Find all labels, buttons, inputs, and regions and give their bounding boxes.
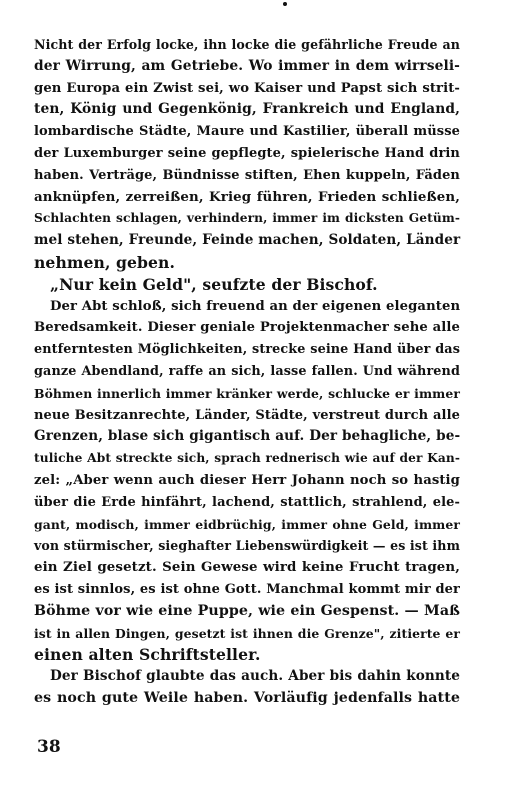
text-line: Böhme vor wie eine Puppe, wie ein Gespenst. — Maß <box>34 602 460 619</box>
printer-mark <box>283 2 287 6</box>
text-line: Nicht der Erfolg locke, ihn locke die gefährliche Freude an <box>34 37 460 52</box>
text-line: der Luxemburger seine gepflegte, spielerische Hand drin <box>34 145 460 161</box>
text-line: ein Ziel gesetzt. Sein Gewese wird keine Frucht tragen, <box>34 559 460 576</box>
text-line: über die Erde hinfährt, lachend, stattlich, strahlend, ele- <box>34 494 460 510</box>
text-line: haben. Verträge, Bündnisse stiften, Ehen kuppeln, Fäden <box>34 167 460 183</box>
text-line: gen Europa ein Zwist sei, wo Kaiser und Papst sich strit- <box>34 80 460 96</box>
text-line: Schlachten schlagen, verhindern, immer im dicksten Getüm- <box>34 211 460 226</box>
text-line: von stürmischer, sieghafter Liebenswürdigkeit — es ist ihm <box>34 538 460 554</box>
text-line: Der Abt schloß, sich freuend an der eigenen eleganten <box>50 298 461 314</box>
text-line: zel: „Aber wenn auch dieser Herr Johann noch so hastig <box>34 472 460 488</box>
text-line: Beredsamkeit. Dieser geniale Projektenmacher sehe alle <box>34 320 460 336</box>
text-line: gant, modisch, immer eidbrüchig, immer ohne Geld, immer <box>34 516 460 532</box>
text-line: nehmen, geben. <box>34 252 176 272</box>
text-line: Der Bischof glaubte das auch. Aber bis dahin konnte <box>50 668 460 685</box>
text-line: es ist sinnlos, es ist ohne Gott. Manchmal kommt mir der <box>34 581 460 597</box>
page-number: 38 <box>37 737 61 757</box>
text-line: Grenzen, blase sich gigantisch auf. Der behagliche, be- <box>34 428 461 445</box>
text-line: tuliche Abt streckte sich, sprach rednerisch wie auf der Kan- <box>34 451 460 466</box>
body-text <box>34 34 460 710</box>
text-line: ganze Abendland, raffe an sich, lasse fallen. Und während <box>34 363 460 379</box>
text-line: es noch gute Weile haben. Vorläufig jedenfalls hatte <box>34 689 460 706</box>
text-line: ist in allen Dingen, gesetzt ist ihnen die Grenze", zitierte er <box>34 625 460 641</box>
text-line: entferntesten Möglichkeiten, strecke seine Hand über das <box>34 342 460 358</box>
text-line: mel stehen, Freunde, Feinde machen, Soldaten, Länder <box>34 232 461 249</box>
text-line: einen alten Schriftsteller. <box>34 645 261 665</box>
text-line: lombardische Städte, Maure und Kastilier, überall müsse <box>34 124 460 140</box>
text-line: „Nur kein Geld", seufzte der Bischof. <box>50 274 378 294</box>
text-line: Böhmen innerlich immer kränker werde, schlucke er immer <box>34 385 460 401</box>
text-line: neue Besitzanrechte, Länder, Städte, verstreut durch alle <box>34 407 460 423</box>
text-line: ten, König und Gegenkönig, Frankreich und England, <box>34 101 460 118</box>
text-line: der Wirrung, am Getriebe. Wo immer in dem wirrseli- <box>34 57 460 74</box>
text-line: anknüpfen, zerreißen, Krieg führen, Frieden schließen, <box>34 188 460 205</box>
